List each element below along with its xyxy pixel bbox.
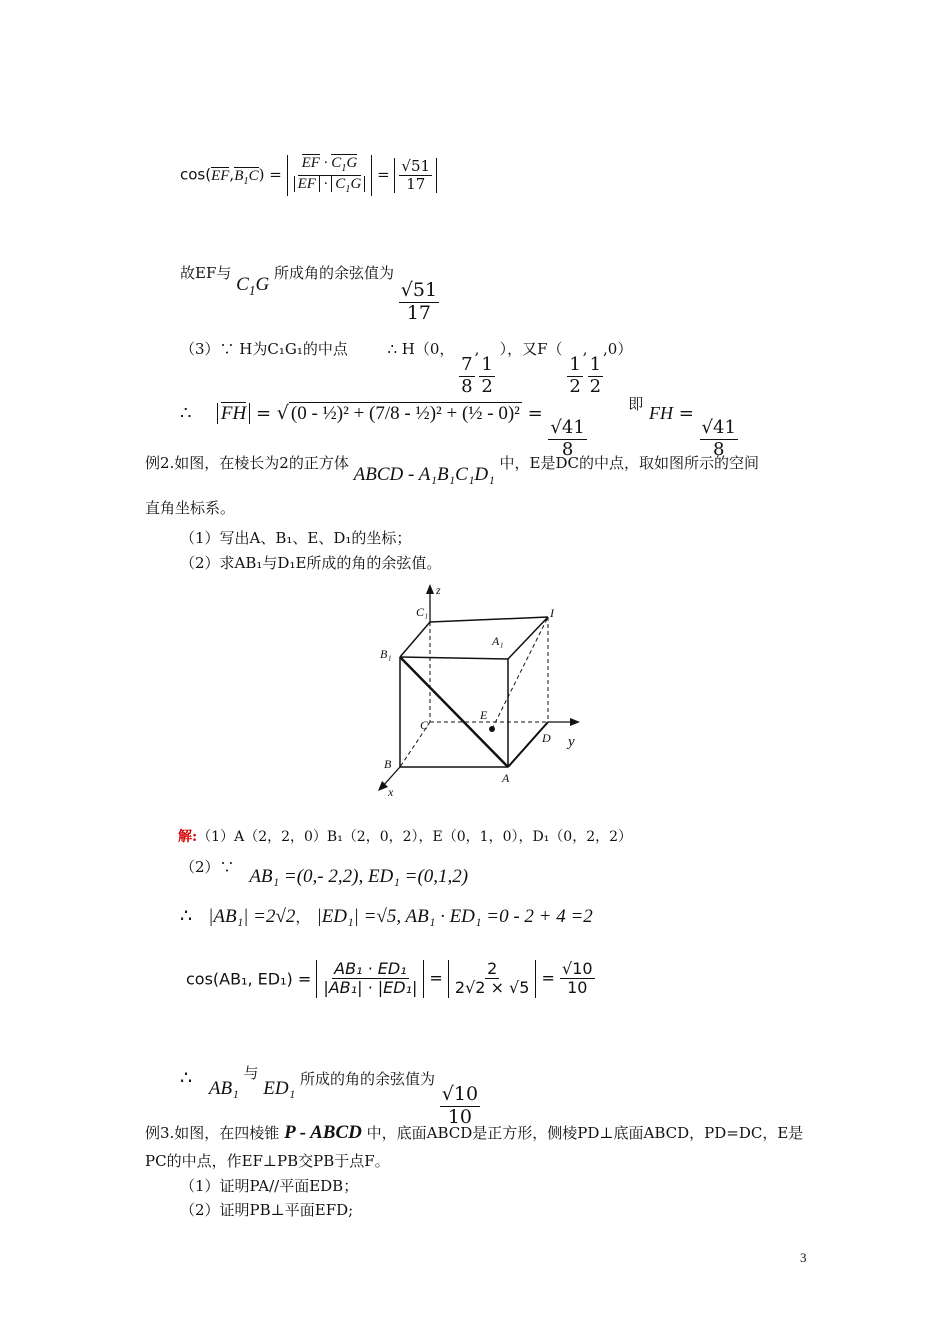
example2-intro: 例2.如图，在棱长为2的正方体 ABCD - A₁B₁C₁D₁ 中，E是DC的中点，取如图所示的空间 [145, 454, 760, 485]
point-e [489, 726, 495, 732]
example3-q2: （2）证明PB⊥平面EFD; [180, 1201, 354, 1219]
example3-intro: 例3.如图，在四棱锥 P - ABCD 中，底面ABCD是正方形，侧棱PD⊥底面ABCD，PD=DC，E是 [145, 1122, 804, 1143]
h-y-frac: $\frac{7}{8}$ [461, 354, 473, 397]
fh-abs: FH [217, 403, 250, 424]
vec-ef: EF [211, 167, 230, 184]
vector-values: AB₁ =(0,- 2,2), ED₁ =(0,1,2) [249, 866, 469, 887]
cos-label: cos( [180, 165, 212, 184]
page-number: 3 [800, 1250, 807, 1265]
vec-c1g: $C_1G$ [236, 274, 270, 298]
cos-result: $\frac{√51}{17}$ [394, 158, 437, 194]
label-e: E [480, 708, 488, 722]
pyramid-name: P - ABCD [284, 1122, 362, 1143]
cos2-result: $\frac{√10}{10}$ [562, 959, 593, 998]
cos-formula-ef-b1c: $\cos(EF,B_1C)$ = $\frac{EF \cdot C_1G}{EF \cdot C_1G}$ = $\frac{√51}{17}$ [180, 155, 437, 196]
label-z: z [436, 583, 441, 597]
z-arrow-icon [426, 584, 434, 594]
cos-formula-ab1-ed1: cos(AB₁, ED₁) = $\frac{\text{AB₁ · ED₁}}{\text{|AB₁| · |ED₁|}}$ = $\frac{2}{2√2 \times √5}$ = $\frac{√10}{10}$ [186, 959, 593, 998]
conclusion-value: $\frac{√51}{17}$ [400, 279, 438, 324]
solution-line-2: （2）∵ AB₁ =(0,- 2,2), ED₁ =(0,1,2) [180, 858, 469, 887]
example2-q2: （2）求AB₁与D₁E所成的角的余弦值。 [180, 554, 442, 572]
label-a: A [502, 771, 510, 785]
example2-intro-2: 直角坐标系。 [145, 499, 236, 517]
label-b: B [384, 757, 392, 771]
label-d: D [542, 731, 551, 745]
example3-intro-2: PC的中点，作EF⊥PB交PB于点F。 [145, 1152, 390, 1170]
solution-line-3: ∴ |AB₁| =2√2， |ED₁| =√5, AB₁ · ED₁ =0 - 2 + 4 =2 [180, 905, 593, 927]
h-z-frac: $\frac{1}{2}$ [481, 354, 493, 397]
cube-figure [370, 582, 590, 802]
y-arrow-icon [570, 718, 580, 726]
label-c1: C₁ [416, 605, 429, 619]
vec-b1c: $B_1C$ [234, 167, 259, 187]
fh-sqrt: √ (0 - ½)² + (7/8 - ½)² + (½ - 0)² [276, 402, 520, 424]
abs-fraction: $\frac{EF \cdot C_1G}{EF \cdot C_1G}$ [287, 155, 373, 196]
fh-result: $\frac{√41}{8}$ [550, 417, 585, 460]
fh-line: ∴ FH = √ (0 - ½)² + (7/8 - ½)² + (½ - 0)² = $\frac{√41}{8}$ $^即$ FH = $\frac{√41}{8}$ [180, 395, 736, 460]
label-y: y [568, 734, 575, 750]
conclusion-ef-c1g: 故EF与 $C_1G$ 所成角的余弦值为 $\frac{√51}{17}$ [180, 264, 438, 324]
example2-q1: （1）写出A、B₁、E、D₁的坐标； [180, 529, 412, 547]
cube-name: ABCD - A₁B₁C₁D₁ [353, 464, 495, 485]
example2-conclusion: ∴ AB₁ 与 ED₁ 所成的角的余弦值为 $\frac{√10}{10}$ [180, 1064, 479, 1128]
solution-line-1: 解:（1）A（2，2，0）B₁（2，0，2），E（0，1，0），D₁（0，2，2） [178, 829, 633, 845]
example3-q1: （1）证明PA//平面EDB； [180, 1177, 359, 1195]
label-c: C [420, 718, 429, 732]
label-i: I [550, 606, 554, 620]
q3-line: （3）∵ H为C₁G₁的中点 ∴ H（0， $\frac{7}{8}$ , $\frac{1}{2}$ ），又F（ $\frac{1}{2}$ , $\frac{1}{2}$ ,0） [180, 340, 633, 397]
label-a1: A₁ [492, 634, 504, 648]
solution-label: 解: [178, 829, 198, 845]
label-x: x [388, 785, 394, 799]
label-b1: B₁ [380, 647, 392, 661]
